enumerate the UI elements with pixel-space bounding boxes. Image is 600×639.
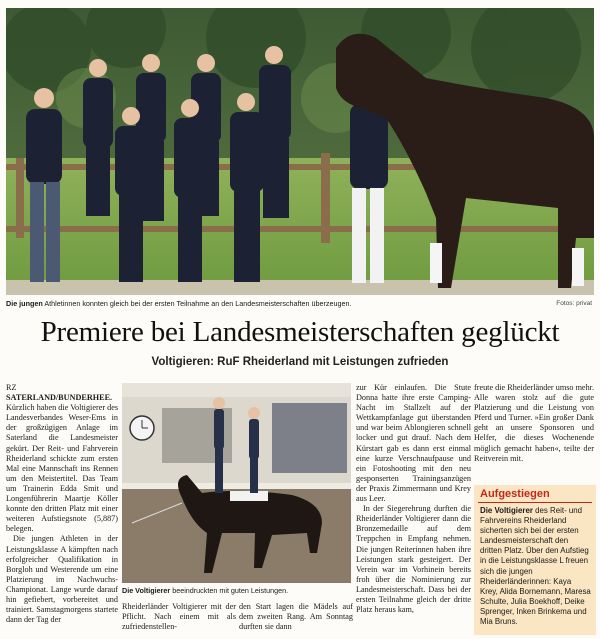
vaulting-photo [122,383,351,583]
article-paragraph: In der Siegerehrung durften die Rheiderländer Voltigierer dann die Bronzemedaille auf dem Treppchen in Empfang nehmen. Die jungen Reiterinnen haben ihre Leistungen stark gesteigert. Der Verein war im Vorhinein bereits froh über die Nominierung zur Landesmeisterschaft. Dass bei der ersten Teilnahme gleich der dritte Platz heraus kam, [356,504,471,615]
subheadline: Voltigieren: RuF Rheiderland mit Leistungen zufrieden [151,356,449,368]
article-paragraph: den Start lagen die Mädels auf dem zweiten Rang. Am Sonntag durften sie dann [239,602,353,632]
article-column-5 [474,383,594,481]
photo-credit: Fotos: privat [556,300,592,307]
photo2-caption-text: beeindruckten mit guten Leistungen. [172,586,289,595]
article-paragraph: Kürzlich haben die Voltigierer des Landesverbandes Weser-Ems in der großzügigen Anlage im Saterland die Landesmeister gekürt. Der Reit- und Fahrverein Rheiderland schickte zum ersten Mal eine Mannschaft ins Rennen um den Meistertitel. Das Team um Trainerin Edda Smit und Longenführerin Maartje Köller konnte den dritten Platz mit einer weiteren Aufstiegsnote (5,887) belegen. [6,403,118,534]
article-column-4 [356,383,471,635]
article-column-3 [239,602,353,636]
article-paragraph: zur Kür einlaufen. Die Stute Donna hatte ihre erste Camping-Nacht im Stallzelt auf der Wettkampfanlage gut überstanden und war beim Ablongieren schnell locker und gut drauf. Nach dem Kürstart gab es dann erst einmal eine kurze Verschnaufpause und ein Fotoshooting mit den neu gesponserten Trainingsanzügen der Praxis Zimmermann und Krey aus Leer. [356,383,471,504]
info-box-lead: Die Voltigierer [480,506,533,515]
dateline-author: RZ [6,383,17,392]
article-column-2 [122,602,236,636]
info-box-title: Aufgestiegen [480,488,550,500]
vaulting-photo-caption [122,586,351,595]
top-caption-lead: Die jungen [6,299,43,308]
dateline: SATERLAND/BUNDERHEE. [6,393,113,403]
team-photo [6,8,594,295]
info-box [474,485,596,635]
info-box-text [474,503,596,627]
top-caption-text: Athletinnen konnten gleich bei der ersten Teilnahme an den Landesmeisterschaften überzeugen. [44,299,352,308]
article-paragraph: Rheiderländer Voltigierer mit der Pflicht. Nach einem mit als zufriedenstellen- [122,602,236,632]
headline: Premiere bei Landesmeisterschaften geglückt [40,316,560,348]
article-column-1 [6,383,118,635]
article-paragraph: freute die Rheiderländer umso mehr. Alle waren stolz auf die gute Platzierung und die Leistung von Pferd und Turner. »Ein großer Dank geht an unsere Sponsoren und Helfer, die dieses Wochenende möglich gemacht haben«, teilte der Reitverein mit. [474,383,594,463]
top-photo-caption [6,299,506,308]
photo2-caption-lead: Die Voltigierer [122,586,171,595]
article-paragraph: Die jungen Athleten in der Leistungsklasse A kämpften nach erfolgreicher Qualifikation in Borgloh und Westerende um eine Platzierung im Nachwuchs-Championat. Lange wurde darauf hin gefiebert, vorbereitet und trainiert. Samstagmorgens startete dann der Tag der [6,534,118,625]
info-box-body: des Reit- und Fahrvereins Rheiderland sicherten sich bei der ersten Landesmeisterschaft den dritten Platz. Über den Aufstieg in die Leistungsklasse L freuen sich die jungen Rheiderländerinnen: Kaya Krey, Alida Bornemann, Maresa Schulte, Julia Boekhoff, Deike Sprenger, Inken Brinkema und Mia Bruns. [480,506,591,627]
